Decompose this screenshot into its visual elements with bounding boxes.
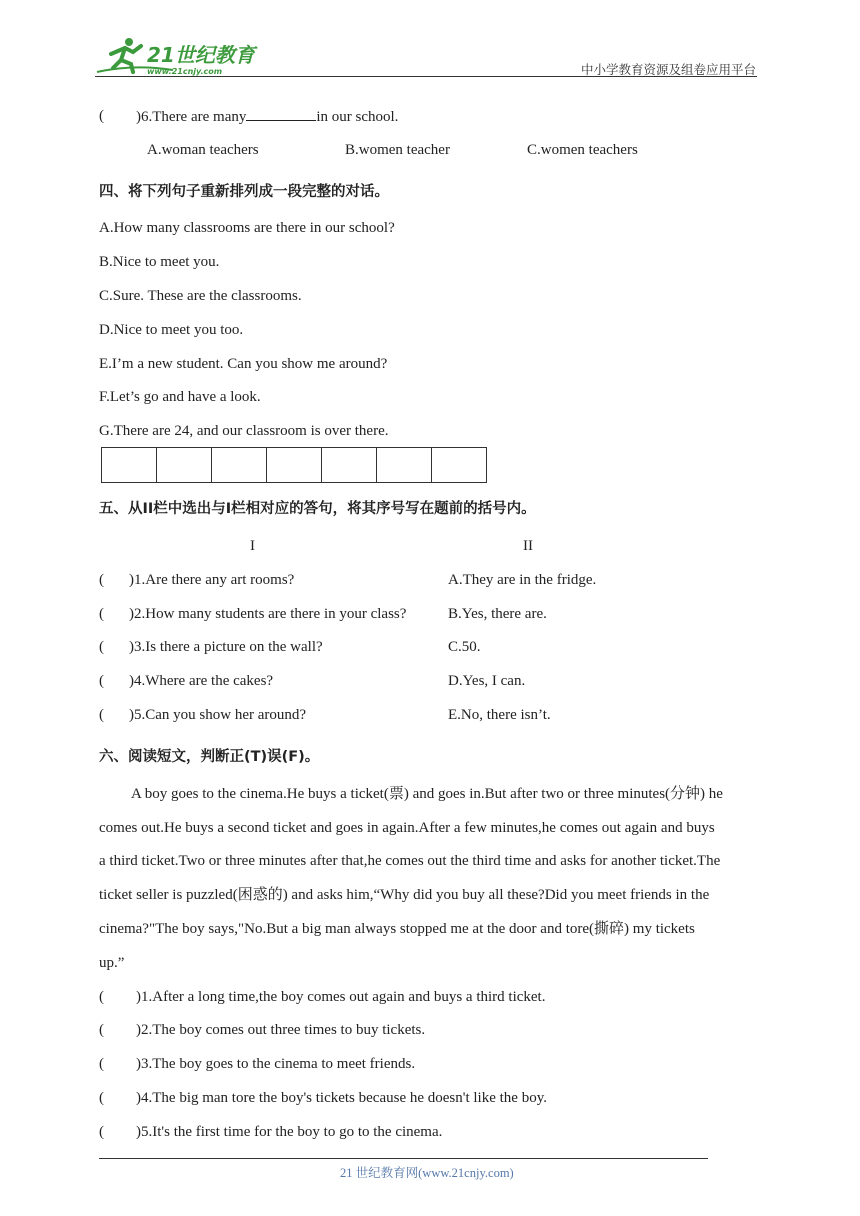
tf-paren: ( xyxy=(99,989,104,1005)
section4-sentence: E.I’m a new student. Can you show me around? xyxy=(99,356,388,372)
passage-line: ticket seller is puzzled(困惑的) and asks him,“Why did you buy all these?Did you meet friends in the xyxy=(99,887,710,903)
q6-option-a: A.woman teachers xyxy=(147,142,259,158)
section4-sentence: F.Let’s go and have a look. xyxy=(99,389,261,405)
match-paren: ( xyxy=(99,606,104,622)
match-paren: ( xyxy=(99,572,104,588)
match-answer: A.They are in the fridge. xyxy=(448,572,597,588)
q6-stem xyxy=(136,106,398,127)
answer-cell[interactable] xyxy=(212,448,267,483)
section5-title: 五、从II栏中选出与I栏相对应的答句，将其序号写在题前的括号内。 xyxy=(99,501,536,517)
tf-question: )4.The big man tore the boy's tickets because he doesn't like the boy. xyxy=(136,1090,547,1106)
match-question: )4.Where are the cakes? xyxy=(129,673,274,689)
q6-after-blank: in our school. xyxy=(316,109,399,125)
tf-paren: ( xyxy=(99,1056,104,1072)
answer-cell[interactable] xyxy=(267,448,322,483)
column-ii-header: II xyxy=(523,538,533,554)
q6-option-b: B.women teacher xyxy=(345,142,450,158)
section4-sentence: B.Nice to meet you. xyxy=(99,254,220,270)
match-answer: E.No, there isn’t. xyxy=(448,707,551,723)
answer-order-grid xyxy=(101,447,487,483)
column-i-header: I xyxy=(250,538,255,554)
tf-question: )3.The boy goes to the cinema to meet friends. xyxy=(136,1056,416,1072)
match-paren: ( xyxy=(99,673,104,689)
section4-sentence: A.How many classrooms are there in our school? xyxy=(99,220,395,236)
passage-line: up.” xyxy=(99,955,125,971)
section4-title: 四、将下列句子重新排列成一段完整的对话。 xyxy=(99,184,389,200)
match-answer: D.Yes, I can. xyxy=(448,673,526,689)
tf-paren: ( xyxy=(99,1124,104,1140)
section4-sentence: G.There are 24, and our classroom is over there. xyxy=(99,423,389,439)
passage-line: comes out.He buys a second ticket and goes in again.After a few minutes,he comes out again and buys xyxy=(99,820,715,836)
section6-title: 六、阅读短文，判断正(T)误(F)。 xyxy=(99,749,320,765)
q6-paren: ( xyxy=(99,108,104,124)
match-answer: C.50. xyxy=(448,639,481,655)
footer-divider xyxy=(99,1158,708,1159)
header-platform-text: 中小学教育资源及组卷应用平台 xyxy=(580,62,756,77)
header-divider xyxy=(95,76,757,77)
answer-cell[interactable] xyxy=(157,448,212,483)
q6-stem-text: )6.There are many xyxy=(136,109,247,125)
match-question: )5.Can you show her around? xyxy=(129,707,307,723)
answer-cell[interactable] xyxy=(322,448,377,483)
match-question: )3.Is there a picture on the wall? xyxy=(129,639,323,655)
passage-line: A boy goes to the cinema.He buys a ticket(票) and goes in.But after two or three minutes(分钟) he xyxy=(131,786,723,802)
match-paren: ( xyxy=(99,639,104,655)
logo-url-text: www.21cnjy.com xyxy=(147,67,223,76)
passage-line: cinema?"The boy says,"No.But a big man always stopped me at the door and tore(撕碎) my tickets xyxy=(99,921,695,937)
passage-line: a third ticket.Two or three minutes after that,he comes out the third time and asks for another ticket.The xyxy=(99,853,721,869)
tf-paren: ( xyxy=(99,1022,104,1038)
answer-cell[interactable] xyxy=(102,448,157,483)
match-question: )1.Are there any art rooms? xyxy=(129,572,295,588)
q6-blank[interactable] xyxy=(246,106,316,121)
section4-sentence: C.Sure. These are the classrooms. xyxy=(99,288,302,304)
tf-question: )5.It's the first time for the boy to go to the cinema. xyxy=(136,1124,443,1140)
answer-cell[interactable] xyxy=(377,448,432,483)
tf-question: )1.After a long time,the boy comes out again and buys a third ticket. xyxy=(136,989,546,1005)
answer-cell[interactable] xyxy=(432,448,487,483)
q6-option-c: C.women teachers xyxy=(527,142,638,158)
tf-paren: ( xyxy=(99,1090,104,1106)
match-answer: B.Yes, there are. xyxy=(448,606,547,622)
match-question: )2.How many students are there in your class? xyxy=(129,606,407,622)
logo xyxy=(93,34,263,78)
section4-sentence: D.Nice to meet you too. xyxy=(99,322,244,338)
footer-text: 21 世纪教育网(www.21cnjy.com) xyxy=(340,1166,514,1180)
tf-question: )2.The boy comes out three times to buy tickets. xyxy=(136,1022,426,1038)
logo-main-text: 21世纪教育 xyxy=(147,43,255,67)
runner-icon xyxy=(93,34,263,78)
match-paren: ( xyxy=(99,707,104,723)
